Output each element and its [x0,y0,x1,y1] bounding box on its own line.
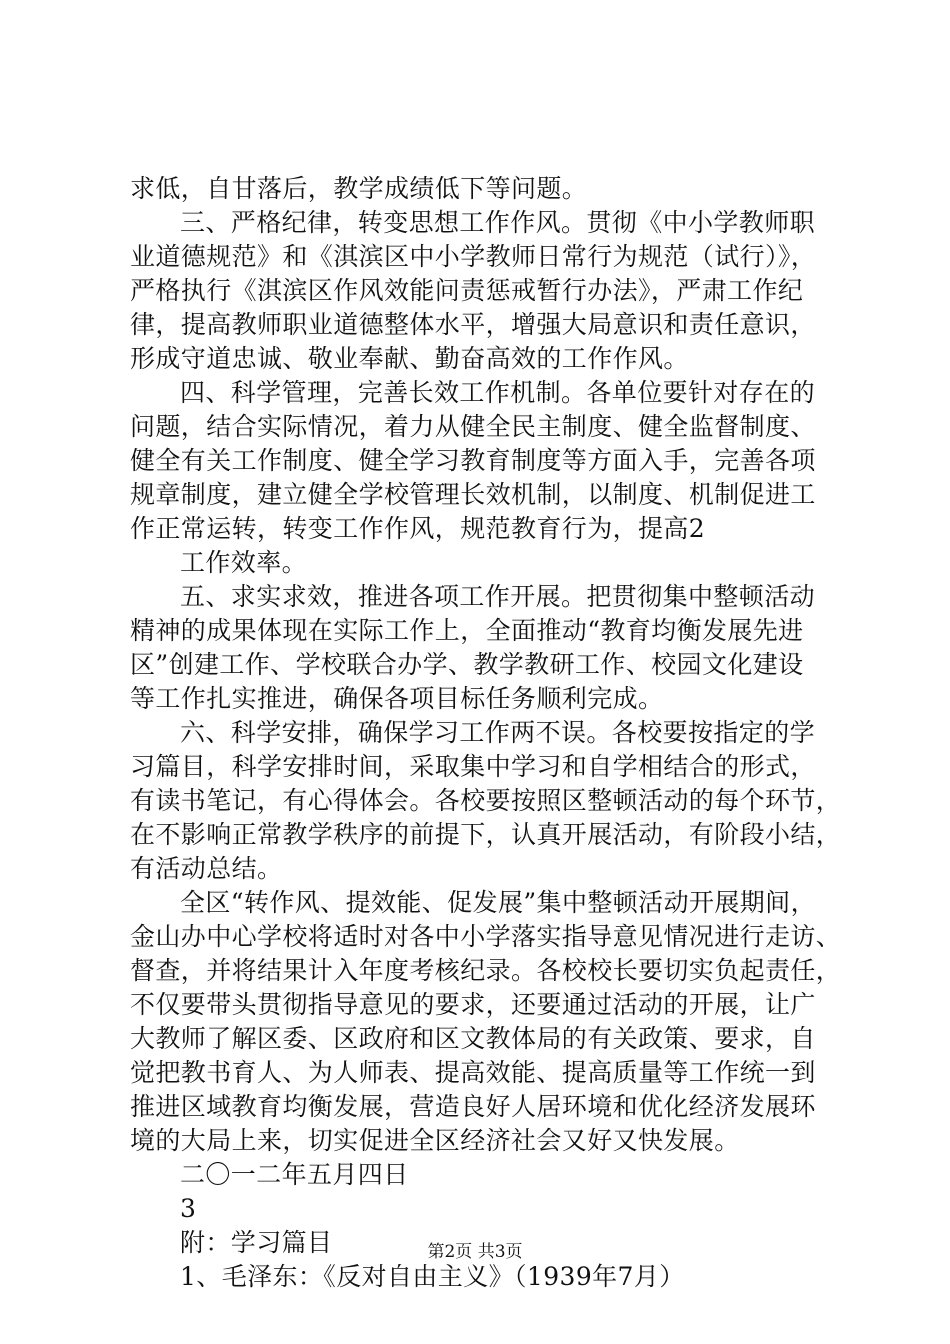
text-line: 习篇目，科学安排时间，采取集中学习和自学相结合的形式， [130,752,816,781]
text-line: 觉把教书育人、为人师表、提高效能、提高质量等工作统一到 [130,1058,816,1087]
text-line: 律，提高教师职业道德整体水平，增强大局意识和责任意识， [130,310,816,339]
text-line: 二〇一二年五月四日 [180,1160,409,1189]
text-line: 规章制度，建立健全学校管理长效机制，以制度、机制促进工 [130,480,816,509]
text-line: 有活动总结。 [130,854,283,883]
text-line: 推进区域教育均衡发展，营造良好人居环境和优化经济发展环 [130,1092,816,1121]
text-line: 区”创建工作、学校联合办学、教学教研工作、校园文化建设 [130,650,804,679]
text-line: 形成守道忠诚、敬业奉献、勤奋高效的工作作风。 [130,344,689,373]
text-line: 五、求实求效，推进各项工作开展。把贯彻集中整顿活动 [180,582,816,611]
text-line: 全区“转作风、提效能、促发展”集中整顿活动开展期间， [180,888,816,917]
text-line: 在不影响正常教学秩序的前提下，认真开展活动，有阶段小结， [130,820,842,849]
text-line: 督查，并将结果计入年度考核纪录。各校校长要切实负起责任， [130,956,842,985]
text-line: 不仅要带头贯彻指导意见的要求，还要通过活动的开展，让广 [130,990,816,1019]
text-line: 严格执行《淇滨区作风效能问责惩戒暂行办法》，严肃工作纪 [130,276,804,305]
page-footer: 第2页 共3页 [427,1242,523,1262]
text-line: 工作效率。 [180,548,308,577]
text-line: 大教师了解区委、区政府和区文教体局的有关政策、要求，自 [130,1024,816,1053]
text-line: 有读书笔记，有心得体会。各校要按照区整顿活动的每个环节， [130,786,842,815]
document-body [130,172,842,1294]
text-line: 求低，自甘落后，教学成绩低下等问题。 [130,174,588,203]
text-line: 三、严格纪律，转变思想工作作风。贯彻《中小学教师职 [180,208,816,237]
text-line: 附：学习篇目 [180,1228,333,1257]
text-line: 等工作扎实推进，确保各项目标任务顺利完成。 [130,684,664,713]
text-line: 金山办中心学校将适时对各中小学落实指导意见情况进行走访、 [130,922,842,951]
text-line: 健全有关工作制度、健全学习教育制度等方面入手，完善各项 [130,446,816,475]
text-line: 境的大局上来，切实促进全区经济社会又好又快发展。 [130,1126,740,1155]
text-line: 六、科学安排，确保学习工作两不误。各校要按指定的学 [180,718,816,747]
text-line: 业道德规范》和《淇滨区中小学教师日常行为规范（试行）》， [130,242,817,271]
text-line: 问题，结合实际情况，着力从健全民主制度、健全监督制度、 [130,412,816,441]
text-line: 3 [180,1194,197,1223]
text-line: 作正常运转，转变工作作风，规范教育行为，提高2 [130,514,706,543]
text-line: 四、科学管理，完善长效工作机制。各单位要针对存在的 [180,378,816,407]
text-line: 精神的成果体现在实际工作上，全面推动“教育均衡发展先进 [130,616,804,645]
text-line: 1、毛泽东：《反对自由主义》（1939年7月） [180,1262,685,1291]
